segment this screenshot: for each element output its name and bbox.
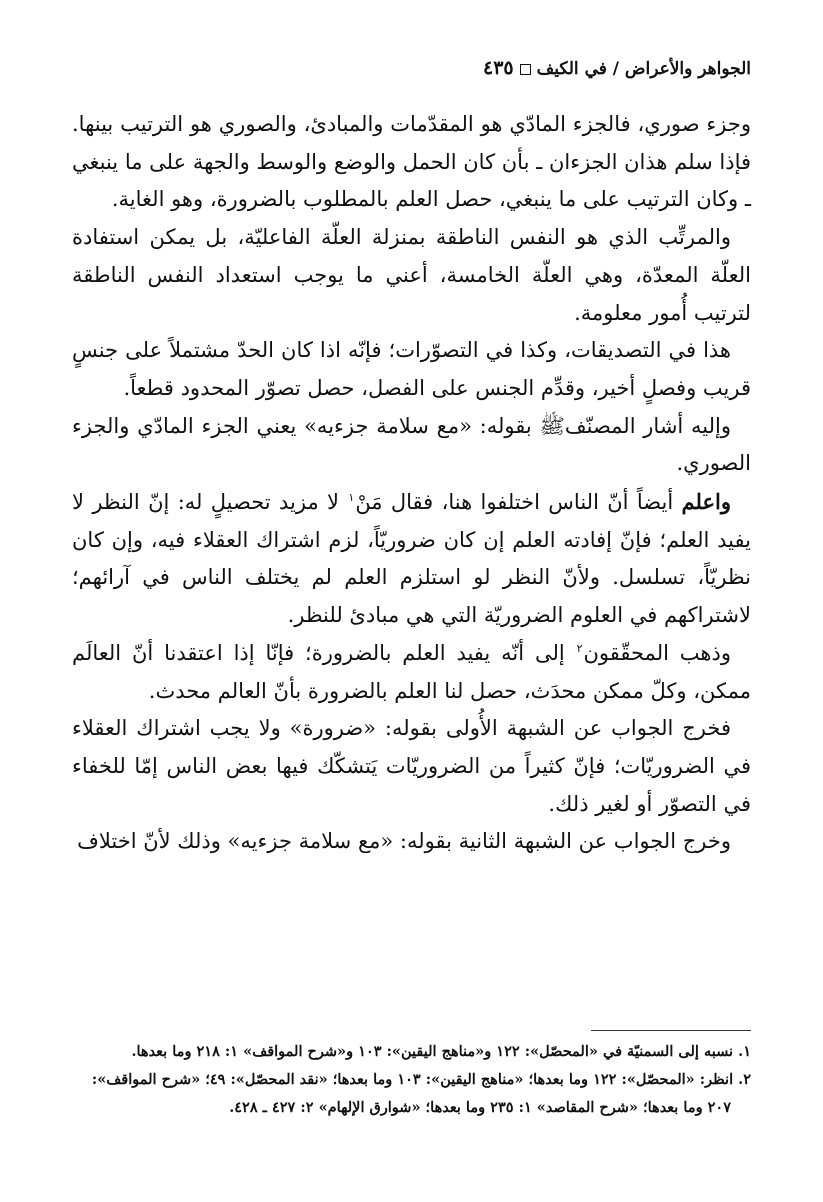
paragraph-text: أيضاً أنّ الناس اختلفوا هنا، فقال مَنْ (355, 490, 674, 515)
footnotes (60, 1038, 751, 1122)
footnote: ٢. انظر: «المحصّل»: ١٢٢ وما بعدها؛ «مناهج اليقين»: ١٠٣ وما بعدها؛ «نقد المحصّل»: ٤٩؛ «شرح المواقف»: (91, 1071, 751, 1088)
paragraph: هذا في التصديقات، وكذا في التصوّرات؛ فإنّه اذا كان الحدّ مشتملاً على جنسٍ قريب وفصلٍ أخير، وقدِّم الجنس على الفصل، حصل تصوّر المحدود قطعاً. (72, 338, 751, 400)
paragraph: وإليه أشار المصنّفﷺ بقوله: «مع سلامة جزءيه» يعني الجزء المادّي والجزء الصوري. (72, 413, 751, 476)
footnote-reference[interactable]: ١ (348, 491, 355, 505)
main-text (72, 106, 751, 861)
footnote-reference[interactable]: ٢ (576, 641, 583, 655)
keyword-lead: واعلم (681, 489, 731, 515)
footnote: ١. نسبه إلى السمنيّة في «المحصّل»: ١٢٢ و«مناهج اليقين»: ١٠٣ و«شرح المواقف» ١: ٢١٨ وما بعدها. (131, 1043, 751, 1060)
footnote-separator (591, 1030, 751, 1031)
paragraph (72, 635, 751, 710)
footnote-continuation: ٢٠٧ وما بعدها؛ «شرح المقاصد» ١: ٢٣٥ وما بعدها؛ «شوارق الإلهام» ٢: ٤٢٧ ـ ٤٢٨. (229, 1099, 731, 1116)
paragraph-text: إلى أنّه يفيد العلم بالضرورة؛ فإنّا إذا اعتقدنا أنّ العالَم ممكن، وكلّ ممكن محدَث، حصل لنا العلم بالضرورة بأنّ العالم محدث. (72, 640, 751, 703)
paragraph-text: لا مزيد تحصيلٍ له: إنّ النظر لا يفيد العلم؛ فإنّ إفادته العلم إن كان ضروريّاً، لزم اشتراك العقلاء فيه، وإن كان نظريّاً، تسلسل. ولأنّ النظر لو استلزم العلم لم يختلف الناس في آرائهم؛ لاشتراكهم في العلوم الضروريّة التي هي مبادئ للنظر. (72, 490, 751, 628)
paragraph (72, 483, 751, 635)
paragraph: وجزء صوري، فالجزء المادّي هو المقدّمات والمبادئ، والصوري هو الترتيب بينها. فإذا سلم هذان الجزءان ـ بأن كان الحمل والوضع والوسط والجهة على ما ينبغي ـ وكان الترتيب على ما ينبغي، حصل العلم بالمطلوب بالضرورة، وهو الغاية. (72, 112, 752, 212)
header-title: الجواهر والأعراض / في الكيف (536, 59, 751, 79)
paragraph: وخرج الجواب عن الشبهة الثانية بقوله: «مع سلامة جزءيه» وذلك لأنّ اختلاف (77, 829, 731, 854)
paragraph: والمرتِّب الذي هو النفس الناطقة بمنزلة العلّة الفاعليّة، بل يمكن استفادة العلّة المعدّة، وهي العلّة الخامسة، أعني ما يوجب استعداد النفس الناطقة لترتيب أُمور معلومة. (72, 225, 751, 325)
square-ornament-icon (520, 64, 531, 75)
paragraph: فخرج الجواب عن الشبهة الأُولى بقوله: «ضرورة» ولا يجب اشتراك العقلاء في الضروريّات؛ فإنّ كثيراً من الضروريّات يَتشكّك فيها بعض الناس إمّا للخفاء في التصوّر أو لغير ذلك. (72, 716, 751, 816)
page-number: ٤٣٥ (483, 57, 514, 79)
running-header (72, 56, 751, 81)
paragraph-text: وذهب المحقّقون (583, 640, 731, 665)
